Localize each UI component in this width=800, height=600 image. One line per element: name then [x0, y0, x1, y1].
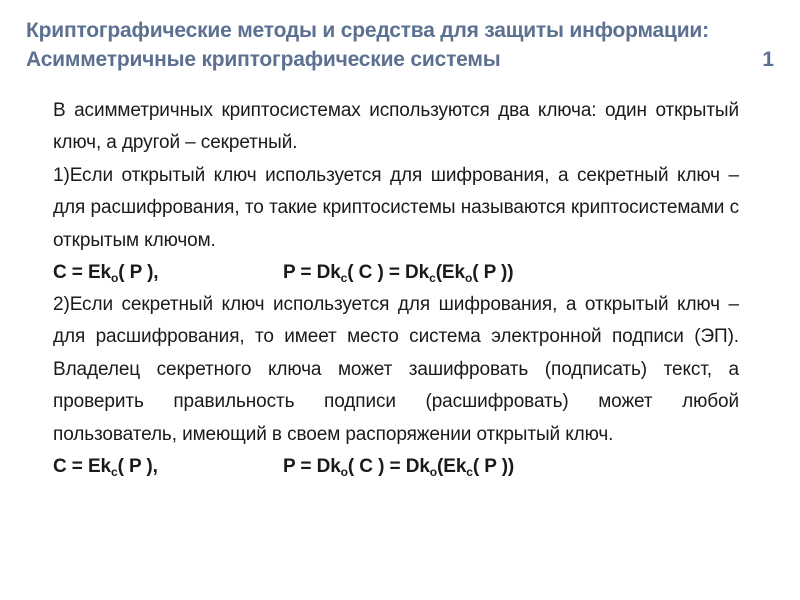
encryption-formula-1	[53, 257, 739, 289]
digital-signature-paragraph: 2)Если секретный ключ используется для шифрования, а открытый ключ – для расшифрования, то имеет место система электронной подписи (ЭП). Владелец секретного ключа может зашифровать (подписать) текст, а проверить правильность подписи (расшифровать) может любой пользователь, имеющий в своем распоряжении открытый ключ.	[53, 294, 739, 445]
ciphertext-expression-1: $C = Ek_o$( P ),	[53, 262, 159, 286]
decryption-expression-1: $P = Dk_c$( C ) = $Dk_c(Ek_o$( P ))	[283, 262, 514, 286]
slide-title-line-2: Асимметричные криптографические системы	[26, 48, 501, 71]
intro-paragraph: В асимметричных криптосистемах используются два ключа: один открытый ключ, а другой – секретный.	[53, 100, 739, 154]
ciphertext-expression-2: $C = Ek_c$( P ),	[53, 456, 158, 480]
slide-title-line-1: Криптографические методы и средства для защиты информации:	[26, 19, 709, 42]
slide-body	[53, 95, 739, 483]
slide-number: 1	[762, 48, 774, 71]
signature-formula-2	[53, 451, 739, 483]
decryption-expression-2: $P = Dk_o$( C ) = $Dk_o(Ek_c$( P ))	[283, 456, 515, 480]
slide-title	[26, 16, 774, 74]
public-key-cryptosystem-paragraph: 1)Если открытый ключ используется для шифрования, а секретный ключ – для расшифрования, то такие криптосистемы называются криптосистемами с открытым ключом.	[53, 164, 739, 251]
